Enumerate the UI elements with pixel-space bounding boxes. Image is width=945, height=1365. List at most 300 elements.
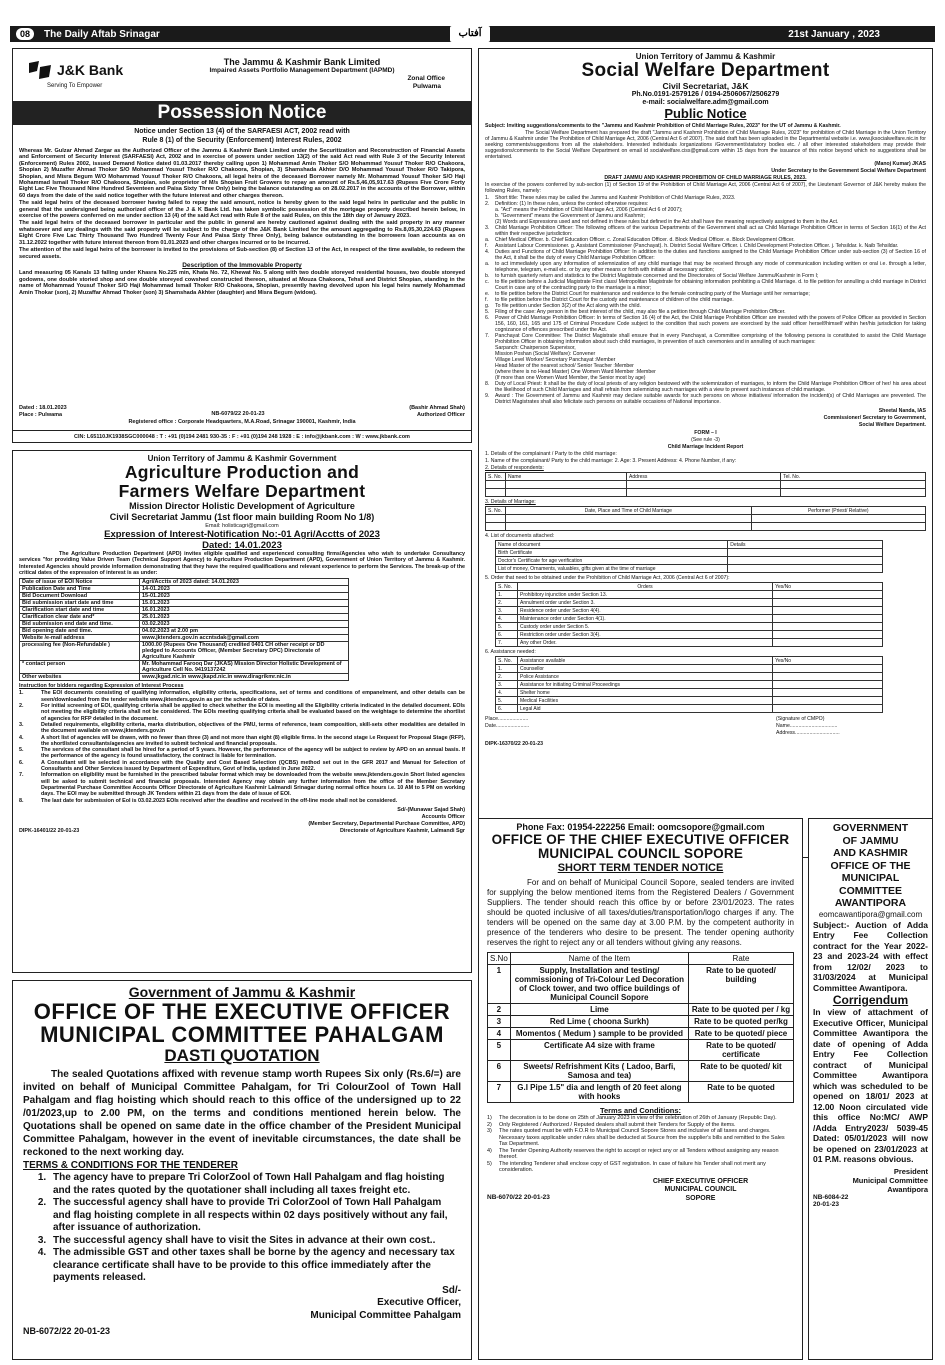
table-cell: 7	[488, 1082, 511, 1103]
list-item-number: 7.	[19, 772, 24, 779]
list-item-text: Duty of Local Priest: It shall be the duty of local priests of any religion bestowed with the solemnization of marriages, to inform the Child Marriage Prohibition Officer of her/ his area about the likelihood of such Child Marriages and shall refrain from solemnizing such marriages with a view to prevent such instances of child marriage.	[495, 381, 926, 393]
table-row	[496, 697, 883, 705]
list-item-text: Chief Medical Officer. b. Chief Education Officer. c. Zonal Education Officer. d. Block Medical Officer. e. Block Development Officer.	[495, 237, 795, 243]
pah-sign-2: Municipal Committee Pahalgam	[310, 1309, 461, 1321]
agri-eoi-title: Expression of Interest-Notification No:-01 Agri/Acctts of 2023	[104, 529, 380, 540]
list-item	[19, 735, 465, 748]
table-row	[496, 705, 883, 713]
table-cell	[773, 673, 883, 681]
list-item-number: 2)	[487, 1121, 492, 1128]
table-cell: Certificate A4 size with frame	[510, 1040, 688, 1061]
agri-instr-title: Instruction for bidders regarding Expression of Interest Process	[19, 683, 184, 690]
awantipora-corrigendum	[808, 818, 933, 1360]
table-cell	[773, 697, 883, 705]
list-item-number: 9.	[485, 393, 490, 399]
list-item-number: 5.	[485, 309, 490, 315]
table-cell: Lime	[510, 1004, 688, 1016]
table-row	[496, 665, 883, 673]
agri-dated: Dated: 14.01.2023	[202, 540, 282, 551]
pah-ref: NB-6072/22 20-01-23	[23, 1326, 111, 1336]
table-cell: Annulment order under Section 3.	[518, 599, 773, 607]
table-cell: Doctor's Certificate for age verification	[496, 557, 728, 565]
table-cell: 2.	[496, 673, 518, 681]
table-header: S. No.	[496, 583, 518, 591]
table-cell	[773, 681, 883, 689]
list-item-text: The Tender Opening Authority reserves the right to accept or reject any or all Tenders without assigning any reason thereof.	[499, 1147, 779, 1160]
table-row	[496, 681, 883, 689]
list-item	[19, 760, 465, 773]
awn-sign-1: President	[893, 1166, 928, 1176]
list-item-text: Power of Child Marriage Prohibition Officer: In terms of Section 16 (4) of the Act, the Child Marriage Prohibition Officer are invested with the powers of Police Officer as provided in Section 156, 160, 161, 165 and 175 of Criminal Procedure Code subject to the condition that such powers are exercised by the said officer herself/himself within her/his jurisdiction for taking cognizance of offences prescribed under the Act.	[495, 315, 926, 333]
list-item: 2. The successful agency shall have to provide Tri ColorZool of Town Hall Pahalgam and flag hoisting complete in all respects within 02 days positively without any fail, after issuance of authorization.	[49, 1197, 461, 1235]
list-item-number: e.	[485, 291, 490, 297]
list-item	[487, 1161, 794, 1174]
sop-tc-title: Terms and Conditions:	[599, 1106, 682, 1115]
table-row	[20, 621, 349, 628]
sw-form-address-field: Address...............................	[776, 730, 840, 736]
table-row	[496, 565, 883, 573]
table-row	[496, 639, 883, 647]
table-row	[496, 591, 883, 599]
list-item	[19, 690, 465, 703]
table-cell: www.jktenders.gov.in accntsdak@gmail.com	[140, 635, 349, 642]
table-row	[20, 614, 349, 621]
table-row	[20, 661, 349, 674]
agri-intro: The Agriculture Production Department (APD) invites eligible qualified and experienced consulting firms/Agencies who wish to undertake Consultancy services "for providing Value Driven Team (Technical Support Agency) to Agriculture Production Department (APD), Government of Union Territory of Jammu & Kashmir. Interested Agencies should provide information demonstrating that they have the required qualifications and relevant experience to perform the Services. The break-up of the critical dates of the expression of interest is as under:	[19, 551, 465, 576]
table-cell: Mr. Mohammad Farooq Dar (JKAS) Mission Director Holistic Development of Agriculture Cell No. 9419137242	[140, 661, 349, 674]
table-cell: 4	[488, 1028, 511, 1040]
list-item-text: The decoration is to be done on 25th of January 2023 in view of the celebration of 26th of January (Republic Day).	[499, 1115, 777, 1121]
table-cell: Restriction order under Section 3(4).	[518, 631, 773, 639]
table-cell: Clarification start date and time	[20, 607, 140, 614]
sw-sign1b: Under Secretary to the Government Social Welfare Department	[771, 168, 926, 174]
list-item: 1. The agency have to prepare Tri ColorZool of Town Hall Pahalgam and flag hoisting and the rates quoted by the quotationer shall including all taxes freight etc.	[49, 1172, 461, 1197]
table-header: Address	[627, 473, 781, 481]
sw-subject: Subject: Inviting suggestions/comments to the "Jammu and Kashmir Prohibition of Child Marriage Rules, 2023" for the UT of Jammu & Kashmir.	[485, 123, 841, 129]
table-cell	[773, 615, 883, 623]
sop-sign-2: MUNICIPAL COUNCIL	[664, 1186, 737, 1193]
list-item	[485, 279, 926, 291]
list-item-text: to act immediately upon any information of solemnization of any child marriage that may be received through any mode of communication including written or oral i.e. through a letter, telephone, telegram, e-mail etc. or by any other means or forth with initiate all necessary action;	[495, 261, 926, 273]
table-row	[20, 642, 349, 661]
list-item-number: 5.	[19, 747, 24, 754]
list-item-number: 3.	[19, 721, 24, 728]
table-header: Name	[506, 473, 627, 481]
table-cell: Clarification clear date and*	[20, 614, 140, 621]
agriculture-eoi-notice	[12, 450, 472, 973]
list-item-text: to furnish quarterly return and statistics to the District Magistrate concerned and the Directorates of Social Welfare Jammu/Kashmir in Form I;	[495, 273, 819, 279]
jkbank-dept: Impaired Assets Portfolio Management Department (IAPMD)	[209, 67, 395, 74]
list-item	[487, 1128, 794, 1148]
sop-body: For and on behalf of Municipal Council Sopore, sealed tenders are invited for supplying the below mentioned items from the Registered Dealers / Government Suppliers. The tender should reach this office by or before 23/01/2023. The rates should be quoted inclusive of all taxes/duties/transportation/logo charges if any. The tenders will be opened on the same day at 3.00 P.M. by the competent authority in presence of the tenderers who desire to be present. The tender opening authority reserves the right to reject any or all tenders without giving any reasons.	[487, 878, 794, 947]
jkbank-tagline: Serving To Empower	[47, 83, 103, 89]
jkbank-cin: CIN: L65110JK1938SGC000048 : T : +91 (0)194 2481 930-35 : F : +91 (0)194 248 1928 : E : info@jkbank.com : W : www.jkbank.com	[13, 430, 471, 442]
table-cell: 1	[488, 965, 511, 1004]
table-header: Tel. No.	[781, 473, 926, 481]
awn-h2: OF JAMMU	[842, 834, 899, 847]
list-item-text: to file petition before a Judicial Magistrate First class/ Metropolitan Magistrate for obtaining information prohibiting a Child Marriage. d. to file petition for annulling a child marriage in District Court in case any of the contracting party to the marriage is a minor;	[495, 279, 926, 291]
table-cell: Red Lime ( choona Surkh)	[510, 1016, 688, 1028]
property-desc: Land measuring 05 Kanals 13 falling under Khasra No.225 min, Khata No. 72, Khewat No. 5 along with two double storeyed residential houses, two double storeyed godowns, one double storied shop and one double storeyed cowshed constructed thereon, situated at Mouza Chakoora, Tehsil and District Shopian, standing in the name of Mohammad Yousuf Thoker S/O Haji Mohammad Ismail Thoker R/O Chakoora, Shopian, presently having devolved upon his legal heirs namely Mohammad Amin Thokar (son), 2) Muzaffar Ahmad Thoker (son) 3) Shamshada Akhter (daughter) and Misra Begum (widow).	[19, 270, 465, 296]
possession-notice-title: Possession Notice	[13, 101, 471, 125]
jkbank-sign-name: (Bashir Ahmad Shah)	[409, 405, 465, 411]
awn-sign-2: Municipal Committee	[852, 1175, 928, 1185]
table-row	[20, 607, 349, 614]
list-item: 3. The successful agency shall have to visit the Sites in advance at their own cost..	[49, 1235, 461, 1248]
pah-title-1: OFFICE OF THE EXECUTIVE OFFICER	[33, 999, 451, 1024]
table-cell: Rate to be quoted/ certificate	[689, 1040, 794, 1061]
jkbank-brand: J&K Bank	[57, 62, 124, 78]
sw-draft-intro: In exercise of the powers conferred by sub-section (1) of Section 19 of the Prohibition of Child Marriage Act, 2006 (Central Act 6 of 2007), the Lieutenant Governor of J&K hereby makes the following Rules, namely:	[485, 182, 926, 194]
list-item-text: The EOI documents consisting of qualifying information, eligibility criteria, specifications, set of terms and conditions of empanelment, and other details can be seen/downloaded from the tender website www.jktenders.gov.in as per the schedule of dates.	[41, 690, 465, 703]
list-item-number: 2.	[19, 703, 24, 710]
list-item-text: To file petition under Section 3(2) of the Act along with the child.	[495, 303, 641, 309]
pah-title-3: DASTI QUOTATION	[164, 1046, 320, 1065]
table-cell	[773, 689, 883, 697]
list-item-text: The services of the consultant shall be hired for a period of 5 years. However, the performance of the agency will be subject to review by APD on an annual basis. If the performance of the agency is found unsatisfactory, the contract is liable for termination.	[41, 747, 465, 760]
table-header: Yes/No	[773, 583, 883, 591]
table-row	[496, 541, 883, 549]
list-item-text: to file petition before the District Court for the custody and maintenance of children of the child marriage.	[495, 297, 734, 303]
jkbank-org-name: The Jammu & Kashmir Bank Limited	[223, 57, 381, 67]
table-cell: Agri/Acctts of 2023 dated: 14.01.2023	[140, 579, 349, 586]
list-item-text: a. "Act" means the Prohibition of Child Marriage Act, 2006 (Central Act 6 of 2007);	[495, 207, 683, 213]
list-item-text: Panchayat Core Committee: The District Magistrate shall ensure that in every Panchayat, a Committee comprising of the following persons is constituted to assist the Child Marriage Prohibition Officer in obtaining information about such child marriages, in prevention of such ceremonies and in annulling of such marriages:	[495, 333, 926, 345]
table-cell: Sweets/ Refrishment Kits ( Ladoo, Barfi, Samosa and tea)	[510, 1061, 688, 1082]
jkbank-office: Zonal Office	[407, 75, 445, 82]
table-cell	[773, 705, 883, 713]
page-number: 08	[16, 28, 34, 40]
list-item-number: c.	[485, 279, 490, 285]
jkbank-place-line: Place : Pulwama	[19, 412, 63, 418]
list-item-text: (If more than one Women Ward Member, the Senior most by age)	[495, 375, 646, 381]
table-row	[488, 1082, 794, 1103]
list-item: 4. The admissible GST and other taxes shall be borne by the agency and necessary tax clearance certificate shall have to be provide to this office immediately after the payments released.	[49, 1247, 461, 1285]
table-cell	[773, 607, 883, 615]
table-cell: Birth Certificate	[496, 549, 728, 557]
table-header: Date, Place and Time of Child Marriage	[506, 507, 752, 515]
awn-h5: MUNICIPAL	[841, 872, 900, 884]
sop-items-table	[487, 952, 794, 1103]
table-cell	[773, 591, 883, 599]
list-item-text: Filing of the case: Any person in the best interest of the child, may also file a petition through Child Marriage Prohibition Officer.	[495, 309, 786, 315]
table-cell: Bid opening date and time.	[20, 628, 140, 635]
possession-para-4: The attention of the said legal heirs of the borrower is invited to the provisions of Sub-section (8) of Section 13 of the Act, in respect of the time available, to redeem the secured assets.	[19, 247, 465, 260]
sw-form-sig: (Signature of CMPO)	[776, 716, 825, 722]
table-cell: List of money, Ornaments, valuables, gifts given at the time of marriage	[496, 565, 728, 573]
list-item-number: a.	[485, 261, 490, 267]
sw-form-title: FORM – I	[694, 430, 717, 436]
table-header: Yes/No	[773, 657, 883, 665]
table-cell: Medical Facilities	[518, 697, 773, 705]
list-item-text: Village Level Worker/ Secretary Panchayat :Member	[495, 357, 616, 363]
list-item-text: Information on eligibility must be furnished in the prescribed tabular format which may be downloaded from the website www.jktenders.gov.in Short listed agencies will be asked to submit technical and financial proposals. Interested Agency may obtain any further information from the office of the Member Secretary Departmental Purchase Committee Accounts Officer Directorate of Agriculture Kashmir Lalmandi Srinagar during normal office hours i.e. 10 AM to 5 PM on working days. The EOI may be submitted through JK Tenders within 21 days from the date of issue of EOI.	[41, 772, 465, 798]
pah-sd: Sd/-	[442, 1284, 461, 1296]
list-item-number: 8.	[19, 797, 24, 804]
list-item-number: f.	[485, 243, 488, 249]
table-header: S. No.	[496, 657, 518, 665]
table-cell: Rate to be quoted/ building	[689, 965, 794, 1004]
list-item-text: Only Registered / Authorized / Reputed dealers shall submit their Tenders for Supply of the items.	[499, 1121, 736, 1128]
pahalgam-quotation-notice	[12, 980, 472, 1360]
list-item-number: 1.	[485, 195, 490, 201]
sw-form-rule: (See rule -3)	[691, 437, 720, 443]
awn-ref-date: 20-01-23	[813, 1200, 840, 1208]
sw-respondents-table	[485, 472, 926, 497]
agri-instr-list	[19, 690, 465, 803]
sop-title-1: OFFICE OF THE CHIEF EXECUTIVE OFFICER	[491, 832, 790, 847]
table-cell: Bid submission end date and time.	[20, 621, 140, 628]
table-cell: Residence order under Section 4(4).	[518, 607, 773, 615]
possession-para-2: The said legal heirs of the deceased borrower having failed to repay the said amount, notice is hereby given to the said legal heirs in particular and the public in general that the undersigned being authorized officer of the J & K Bank Ltd. has taken symbolic possession of the mortgage property described herein below, in exercise of the powers conferred on me under section 13 (4) of the said Act read with Rule 8 of the said Rules, on this the 18th day of January 2023.	[19, 200, 465, 220]
table-cell: 6.	[496, 705, 518, 713]
table-row	[20, 635, 349, 642]
table-cell: 2.	[496, 599, 518, 607]
sw-marriage-table	[485, 506, 926, 531]
sw-form-date: Date.......................	[485, 723, 530, 729]
list-item-text: to file petition before the District Court for maintenance and residence to the female contracting party of the Marriage until her remarriage;	[495, 291, 810, 297]
sw-phone: Ph.No.0191-2579126 / 0194-2506067/2506279	[631, 91, 780, 98]
list-item	[485, 393, 926, 405]
awn-h3: AND KASHMIR	[833, 847, 908, 859]
table-row	[20, 600, 349, 607]
sw-form-4: 4. List of documents attached:	[485, 533, 555, 539]
awn-corrigendum-title: Corrigendum	[832, 993, 909, 1007]
list-item-number: 4.	[19, 734, 24, 741]
sop-ref: NB-6070/22 20-01-23	[487, 1194, 550, 1201]
table-cell	[773, 623, 883, 631]
table-cell: 4.	[496, 689, 518, 697]
pah-gov: Government of Jammu & Kashmir	[128, 984, 356, 1000]
agri-ref: DIPK-16401/22 20-01-23	[19, 827, 80, 834]
awn-h7: AWANTIPORA	[834, 897, 907, 909]
list-item-number: 6.	[19, 759, 24, 766]
agri-sign-name: Sd/-(Munawar Sajad Shah)	[397, 806, 465, 813]
list-item-text: A short list of agencies will be drawn, with no fewer than three (3) and not more than eight (8) eligible firms. In the second stage i.e Request for Proposal Stage (RFP), the shortlisted consultants/agencies are invited to submit technical and financial proposals.	[41, 734, 465, 747]
table-header: Performer (Priest/ Relative)	[751, 507, 926, 515]
list-item-text: Mission Poshan (Social Welfare): Convener	[495, 351, 596, 357]
paper-logo: آفتاب	[450, 26, 490, 42]
list-item-text: Definition: (1) In these rules, unless the context otherwise requires:	[495, 201, 649, 207]
table-cell: 2	[488, 1004, 511, 1016]
pah-body: The sealed Quotations affixed with revenue stamp worth Rupees Six only (Rs.6/=) are invited on behalf of Municipal Committee Pahalgam, for Tri ColourZool of Town Hall Pahalgam and flag hoisting which should reach to this office of the undersigned up to 22 /01/2023,up to 2.00 PM, on the terms and conditions mentioned herein below. The Quotations shall be opened on same date in the office chamber of the President Municipal Committee Pahalgam, however in the event of inevitable circumstances, the date shall be reckoned to the next working day.	[23, 1069, 461, 1158]
table-row	[20, 579, 349, 586]
list-item-number: 5)	[487, 1160, 492, 1167]
table-cell: Other websites	[20, 674, 140, 681]
table-cell: 7.	[496, 639, 518, 647]
social-welfare-notice	[478, 48, 933, 858]
table-header: Orders	[518, 583, 773, 591]
table-row	[488, 1040, 794, 1061]
table-cell: 15-01.2023	[140, 593, 349, 600]
table-cell: processing fee (Non-Refundable )	[20, 642, 140, 661]
sw-intro: The Social Welfare Department has prepared the draft "Jammu and Kashmir Prohibition of Child Marriage Rules, 2023" for prohibition of Child Marriage in the Union Territory of Jammu & Kashmir under The Prohibition of Child Marriage Act, 2006 (Central Act 6 of 2007). The said draft has been uploaded in the Departmental website i.e. www.jksocialwelfare.nic.in for seeking comments/suggestions from all the stakeholders. Interested individuals /organizations /Government/statutory bodies etc. / all other interested stakeholders may provide their suggestions/comments to the Social Welfare Department on email id socialwelfare.ciss@gmail.com within 15 days from the issuance of this notice beyond which no suggestions shall be entertained.	[485, 130, 926, 160]
table-row	[488, 1061, 794, 1082]
sw-form-name: Child Marriage Incident Report	[667, 444, 744, 450]
table-cell: 1.	[496, 591, 518, 599]
sw-form-2: 2. Details of respondents:	[485, 465, 544, 471]
awn-h6: COMMITTEE	[839, 884, 902, 897]
list-item-text: Assistant Labour Commissioner. g. Assistant Commissioner (Panchayat). h. District Social Welfare Officer. i. Child Development Protection Officer. j. Tehsildar. k. Naib Tehsildar.	[495, 243, 899, 249]
list-item-number: 8.	[485, 381, 490, 387]
list-item-number: b.	[485, 273, 490, 279]
table-row	[496, 673, 883, 681]
list-item-text: Child Marriage Prohibition Officer: The following officers of the various Departments of the Government shall act as Child Marriage Prohibition Officer in terms of Section 16(1) of the Act within their respective jurisdiction:	[495, 225, 926, 237]
table-cell: Publication Date and Time	[20, 586, 140, 593]
list-item-text: Award : The Government of Jammu and Kashmir may declare suitable awards for such persons on whose initiatives/ information the incident(s) of Child Marriages are prevented. The District Magistrates shall also felicitate such persons on suitable occasions of National importance.	[495, 393, 926, 405]
table-row	[20, 674, 349, 681]
table-cell: 15.01.2023	[140, 600, 349, 607]
table-row	[488, 1016, 794, 1028]
agri-ut: Union Territory of Jammu & Kashmir Government	[147, 454, 337, 463]
table-cell: 3	[488, 1016, 511, 1028]
list-item	[19, 772, 465, 797]
table-row	[488, 1004, 794, 1016]
list-item	[485, 315, 926, 333]
agri-title-1: Agriculture Production and	[124, 462, 360, 482]
table-cell: 3.	[496, 607, 518, 615]
awn-ref: NB-6084-22	[813, 1193, 849, 1201]
table-cell	[773, 665, 883, 673]
table-cell: Name of document	[496, 541, 728, 549]
list-item	[487, 1148, 794, 1161]
table-header: Rate	[689, 953, 794, 965]
sw-form-5: 5. Order that need to be obtained under the Prohibition of Child Marriage Act, 2006 (Central Act 6 of 2007):	[485, 575, 730, 581]
sop-sign-1: CHIEF EXECUTIVE OFFICER	[652, 1177, 749, 1185]
sw-secretariat: Civil Secretariat, J&K	[662, 81, 749, 91]
list-item-number: 2.	[485, 201, 490, 207]
table-cell: Rate to be quoted	[689, 1082, 794, 1103]
list-item-number: 1.	[19, 690, 24, 697]
table-row	[20, 593, 349, 600]
sop-tc-list	[487, 1115, 794, 1174]
jkbank-date: Dated : 18.01.2023	[19, 405, 67, 411]
sw-sign2: Sheetal Nanda, IAS	[878, 408, 926, 414]
table-cell: Momentos ( Medum ) sample to be provided	[510, 1028, 688, 1040]
list-item-text: The intending Tenderer shall enclose copy of GST registration. In case of failure his Tender shall not merit any consideration.	[499, 1160, 766, 1173]
sw-form-3: 3. Details of Marriage:	[485, 499, 536, 505]
list-item-number: 3)	[487, 1128, 492, 1134]
table-cell: Shelter home	[518, 689, 773, 697]
page-date: 21st January , 2023	[788, 28, 880, 40]
list-item-text: Detailed requirements, eligibility criteria, marks distribution, objectives of the PMU, terms of reference, team composition, skill-sets other modalities are detailed in the document available on www.jktenders.gov.in	[41, 721, 465, 735]
table-cell: Bid Document Download	[20, 593, 140, 600]
list-item-number: g.	[485, 303, 490, 309]
table-cell: 5	[488, 1040, 511, 1061]
possession-para-1: Whereas Mr. Gulzar Ahmad Zargar as the Authorized Officer of the Jammu & Kashmir Bank Limited under the Securitization and Reconstruction of Financial Assets and Enforcement of Security Interest (SARFAESI) Act, 2002 and in exercise of powers under section 13(2) of the said Act read with Rule 3 of the Security Interest (Enforcement) Rules 2002, issued Demand Notice dated 01.03.2017 thereby calling upon 1) Mohammad Amin Thoker S/O Mohammad Yousuf Thoker R/O Chakoora, Shopian 2) Muzaffer Ahmad Thoker S/O Mohammad Yousuf Thoker R/O Chakoora, Shopian, 3) Shamshada Akhter D/O Mohammad Yousuf Thoker R/O Takipora, Shopian, and Misra Begum W/O Mohammad Yousuf Thoker R/O Chakoora, all legal heirs of the deceased Borrower namely Mr. Mohammad Yousuf Thoker S/O Haji Mohammad Ismail Thoker R/O Chakoora, Shopian, sole proprietor of M/s Shopian Fruit Growers to repay an amount of Rs.5,46,05,917.63 (Rupees Five Crore Forty Eight Lac Five Thousand Nine Hundred Seventeen and Paisa Sixty Three Only) being the balance outstanding as on 28.02.2017 in the accounts of the Borrower, within 60 days from the date of the said notice together with the future interest and other charges thereon.	[19, 148, 465, 199]
sop-sign-3: SOPORE	[685, 1194, 716, 1202]
list-item-text: Head Master of the nearest school/ Senior Teacher :Member	[495, 363, 634, 369]
list-item-number: 3.	[485, 225, 490, 231]
sw-draft-title: DRAFT JAMMU AND KASHMIR PROHIBITION OF CHILD MARRIAGE RULES, 2023.	[604, 175, 807, 181]
list-item	[485, 261, 926, 273]
jkbank-logo	[19, 53, 139, 101]
list-item	[19, 703, 465, 722]
table-row	[20, 628, 349, 635]
table-row	[496, 557, 883, 565]
agri-title-2: Farmers Welfare Department	[118, 481, 366, 501]
table-cell	[773, 639, 883, 647]
table-cell: Police Assistance	[518, 673, 773, 681]
list-item	[19, 798, 465, 804]
table-cell: Supply, Installation and testing/ commissioning of Tri-Colour Led Decoration of Clock tower, and two office buildings of Municipal Council Sopore	[510, 965, 688, 1004]
pah-sign-1: Executive Officer,	[377, 1297, 461, 1308]
list-item-number: 1)	[487, 1115, 492, 1121]
list-item-number: 4)	[487, 1147, 492, 1154]
list-item	[485, 333, 926, 345]
sopore-tender-notice	[478, 818, 803, 1360]
table-cell: * contact person	[20, 661, 140, 674]
sw-public-notice: Public Notice	[664, 106, 747, 121]
sw-sign2b: Commissioner/ Secretary to Government,	[823, 415, 926, 421]
table-cell	[728, 565, 883, 573]
table-cell: 1000.00 (Rupees One Thousand) credited 0401 CH other receipt or DD pledged to Accounts Officer, (Member Secretary DPC) Directorate of Agriculture Kashmir	[140, 642, 349, 661]
table-cell: 5.	[496, 697, 518, 705]
sw-form-place: Place.....................	[485, 716, 529, 722]
table-row	[488, 1028, 794, 1040]
agri-dates-table	[19, 578, 349, 681]
table-cell: 6.	[496, 631, 518, 639]
table-cell	[728, 549, 883, 557]
possession-subtitle-2: Rule 8 (1) of the Security (Enforcement) Interest Rules, 2002	[142, 137, 342, 144]
table-cell: Custody order under Section 5.	[518, 623, 773, 631]
table-row	[496, 623, 883, 631]
list-item	[485, 225, 926, 237]
possession-subtitle-1: Notice under Section 13 (4) of the SARFAESI ACT, 2002 read with	[134, 128, 350, 135]
agri-sign-t3: Directorate of Agriculture Kashmir, Lalmandi Sgr	[339, 827, 465, 834]
awn-sign-3: Awantipora	[887, 1184, 928, 1194]
sw-email: e-mail: socialwelfare.adm@gmail.com	[642, 99, 769, 106]
table-cell: Rate to be quoted/ piece	[689, 1028, 794, 1040]
agri-sign-t2: (Member Secretary, Departmental Purchase Committee, APD)	[308, 821, 465, 828]
table-cell: 1.	[496, 665, 518, 673]
table-cell	[728, 557, 883, 565]
table-header: S.No	[488, 953, 511, 965]
sop-contact: Phone Fax: 01954-222256 Email: oomcsopore@gmail.com	[516, 822, 765, 832]
list-item-text: Sarpanch: Chairperson Supervisor,	[495, 345, 576, 351]
list-item-text: (where there is no Head Master) One Women Ward Member :Member	[495, 369, 656, 375]
pah-tc-title: TERMS & CONDITIONS FOR THE TENDERER	[23, 1160, 239, 1171]
table-row	[496, 615, 883, 623]
sw-rules-list	[485, 195, 926, 405]
list-item	[19, 722, 465, 735]
sop-title-3: SHORT TERM TENDER NOTICE	[557, 862, 724, 874]
awn-email: eomcawantipora@gmail.com	[818, 909, 923, 919]
table-cell: Rate to be quoted/ kit	[689, 1061, 794, 1082]
table-cell: 4.	[496, 615, 518, 623]
sw-assistance-table	[495, 656, 883, 713]
list-item-number: f.	[485, 297, 488, 303]
sw-documents-table	[495, 540, 883, 573]
list-item-text: b. "Government" means the Government of Jammu and Kashmir;	[495, 213, 645, 219]
table-cell: www.jkgad.nic.in www.jkapd.nic.in www.diragrikmr.nic.in	[140, 674, 349, 681]
table-row	[496, 607, 883, 615]
table-cell: 14-01.2023	[140, 586, 349, 593]
agri-email: Email: holisticagri@gmail.com	[205, 523, 279, 529]
agri-sub-2: Civil Secretariat Jammu (1st floor main building Room No 1/8)	[109, 512, 375, 522]
table-row	[488, 965, 794, 1004]
list-item-text: (2) Words and Expressions used and not defined in these rules but defined in the Act shall have the meaning respectively assigned to them in the Act.	[495, 219, 839, 225]
list-item-number: 6.	[485, 315, 490, 321]
awn-subject: Subject:- Auction of Adda Entry Fee Collection contract for the Year 2022-23 and 2023-24 with effect from 12/02/ 2023 to 31/03/2024 at Municipal Committee Awantipora.	[813, 919, 928, 993]
property-desc-title: Description of the Immovable Property	[182, 261, 302, 269]
paper-name: The Daily Aftab Srinagar	[44, 28, 160, 40]
table-cell: 03.02.2023	[140, 621, 349, 628]
table-cell: Date of issue of EOI Notice	[20, 579, 140, 586]
table-cell: Details	[728, 541, 883, 549]
table-cell: Assistance for initiating Criminal Proceedings	[518, 681, 773, 689]
table-row	[496, 631, 883, 639]
